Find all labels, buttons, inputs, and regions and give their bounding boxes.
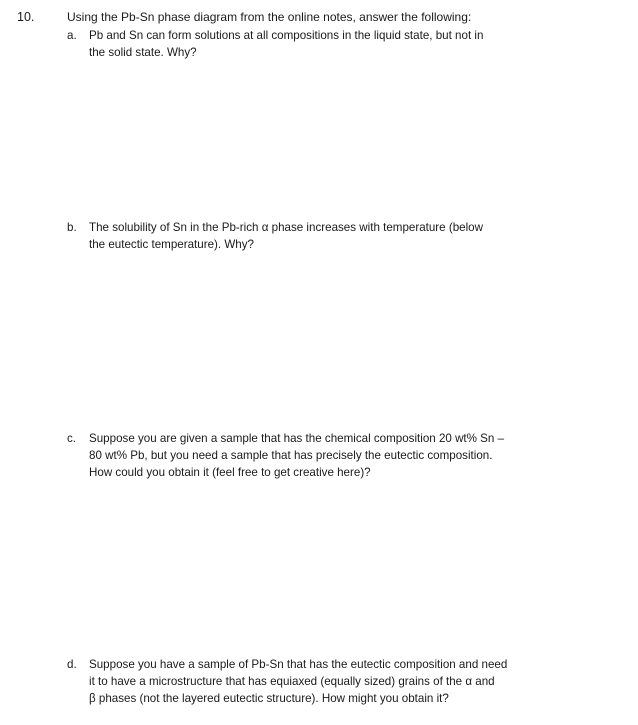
part-c-letter: c. bbox=[67, 432, 77, 445]
part-b-text bbox=[89, 219, 567, 253]
part-d-line-1: Suppose you have a sample of Pb-Sn that has the eutectic composition and need bbox=[89, 658, 508, 671]
part-a-line-2: the solid state. Why? bbox=[89, 46, 197, 59]
question-number: 10. bbox=[17, 10, 35, 24]
part-b-letter: b. bbox=[67, 221, 77, 234]
part-c-line-2: 80 wt% Pb, but you need a sample that has precisely the eutectic composition. bbox=[89, 449, 493, 462]
part-c-line-1: Suppose you are given a sample that has the chemical composition 20 wt% Sn – bbox=[89, 432, 505, 445]
part-d-line-3: β phases (not the layered eutectic structure). How might you obtain it? bbox=[89, 692, 449, 705]
part-d-letter: d. bbox=[67, 658, 77, 671]
part-d-text bbox=[89, 656, 567, 707]
part-b-line-2: the eutectic temperature). Why? bbox=[89, 238, 254, 251]
part-a-letter: a. bbox=[67, 29, 77, 42]
part-c-text bbox=[89, 430, 567, 481]
part-a-line-1: Pb and Sn can form solutions at all compositions in the liquid state, but not in bbox=[89, 29, 484, 42]
part-b-line-1: The solubility of Sn in the Pb-rich α phase increases with temperature (below bbox=[89, 221, 483, 234]
part-a-text bbox=[89, 27, 567, 61]
part-d-line-2: it to have a microstructure that has equiaxed (equally sized) grains of the α and bbox=[89, 675, 495, 688]
question-intro: Using the Pb-Sn phase diagram from the online notes, answer the following: bbox=[67, 10, 472, 24]
part-c-line-3: How could you obtain it (feel free to get creative here)? bbox=[89, 466, 371, 479]
